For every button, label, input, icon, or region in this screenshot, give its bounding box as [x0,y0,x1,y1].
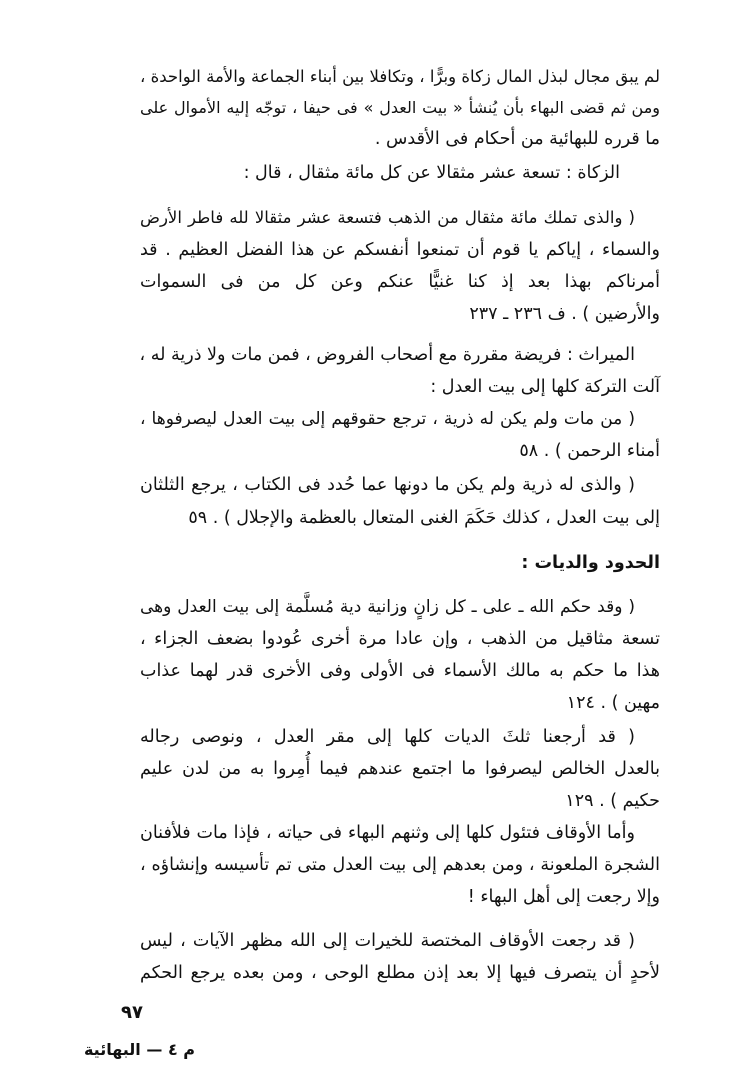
text-line: ما قرره للبهائية من أحكام فى الأقدس . [374,129,660,149]
section-heading-inheritance: الميراث : فريضة مقررة مع أصحاب الفروض ، فمن مات ولا ذرية له ، [139,345,635,365]
quote-line: والسماء ، إياكم يا قوم أن تمنعوا أنفسكم عن هذا الفضل العظيم . قد [140,240,660,260]
text-line: ومن ثم قضى البهاء بأن يُنشأ « بيت العدل » فى حيفا ، توجّه إليه الأموال على [140,98,660,117]
quote-line: أمناء الرحمن ) . ٥٨ [519,441,660,461]
page-number: ٩٧ [121,1002,143,1023]
text-line: وأما الأوقاف فتئول كلها إلى وثنهم البهاء فى حياته ، فإذا مات فلأفنان [140,823,635,843]
quote-line: ( والذى تملك مائة مثقال من الذهب فتسعة عشر مثقالا لله فاطر الأرض [140,208,635,227]
quote-line: ( والذى له ذرية ولم يكن ما دونها عما حُدد فى الكتاب ، يرجع الثلثان [140,475,635,495]
signature-mark: م ٤ — البهائية [83,1040,195,1059]
section-heading-zakat: الزكاة : تسعة عشر مثقالا عن كل مائة مثقال ، قال : [243,163,620,183]
quote-line: بالعدل الخالص ليصرفوا ما اجتمع عندهم فيما أُمِروا به من لدن عليم [140,759,660,779]
quote-line: والأرضين ) . ف ٢٣٦ ـ ٢٣٧ [469,304,660,324]
quote-line: ( وقد حكم الله ـ على ـ كل زانٍ وزانية دية مُسلَّمة إلى بيت العدل وهى [140,597,635,617]
quote-line: هذا ما حكم به مالك الأسماء فى الأولى وفى الأخرى قدر لهما عذاب [140,661,660,681]
quote-line: تسعة مثاقيل من الذهب ، وإن عادا مرة أخرى عُودوا بضعف الجزاء ، [140,629,660,649]
text-line: الشجرة الملعونة ، ومن بعدهم إلى بيت العدل متى تم تأسيسه وإنشاؤه ، [140,855,660,875]
quote-line: ( من مات ولم يكن له ذرية ، ترجع حقوقهم إلى بيت العدل ليصرفوها ، [140,409,635,429]
text-line: وإلا رجعت إلى أهل البهاء ! [467,887,660,907]
text-line: لم يبق مجال لبذل المال زكاة وبرًّا ، وتكافلا بين أبناء الجماعة والأمة الواحدة ، [140,67,660,86]
quote-line: حكيم ) . ١٢٩ [565,791,660,811]
section-heading-penalties: الحدود والديات : [521,553,660,573]
quote-line: ( قد أرجعنا ثلثَ الديات كلها إلى مقر العدل ، ونوصى رجاله [140,727,635,747]
quote-line: أمرناكم بهذا بعد إذ كنا غنيًّا عنكم وعن كل من فى السموات [140,272,660,292]
quote-line: إلى بيت العدل ، كذلك حَكَمَ الغنى المتعال بالعظمة والإجلال ) . ٥٩ [188,508,660,528]
quote-line: لأحدٍ أن يتصرف فيها إلا بعد إذن مطلع الوحى ، ومن بعده يرجع الحكم [140,963,660,983]
quote-line: ( قد رجعت الأوقاف المختصة للخيرات إلى الله مظهر الآيات ، ليس [140,931,635,951]
quote-line: مهين ) . ١٢٤ [566,693,660,713]
text-line: آلت التركة كلها إلى بيت العدل : [430,377,660,397]
